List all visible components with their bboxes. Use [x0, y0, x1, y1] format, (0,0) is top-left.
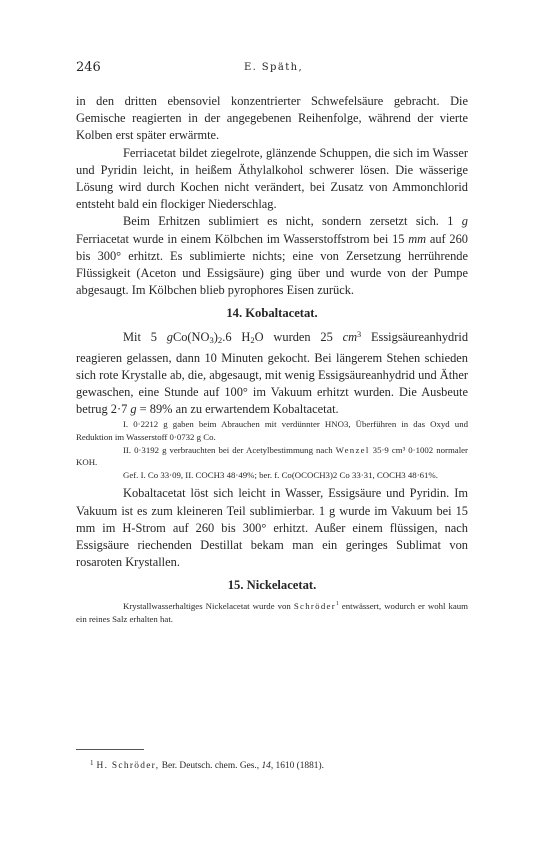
- section-heading-nickelacetat: 15. Nickelacetat.: [227, 578, 317, 593]
- footnote-mark: 1: [90, 759, 94, 767]
- analysis-note-1: I. 0·2212 g gaben beim Abrauchen mit verdünnter HNO3, Überführen in das Oxyd und Reduktion im Wasserstoff 0·0732 g Co.: [76, 419, 468, 443]
- paragraph-3: Beim Erhitzen sublimiert es nicht, sondern zersetzt sich. 1 g Ferriacetat wurde in einem Kölbchen im Wasserstoffstrom bei 15 mm auf 260 bis 300° erhitzt. Es sublimierte nichts; eine von Zersetzung herrührende Flüssigkeit (Aceton und Essigsäure) ging über und wurde von der Pumpe abgesaugt. Im Kölbchen blieb pyrophores Eisen zurück.: [76, 214, 468, 298]
- paragraph-2: Ferriacetat bildet ziegelrote, glänzende Schuppen, die sich im Wasser und Pyridin leicht, in heißem Äthylalkohol schwerer lösen. Die wässerige Lösung wird durch Kochen nicht verändert, bei Zusatz von Ammonchlorid entsteht bald ein flockiger Niederschlag.: [76, 145, 468, 212]
- analysis-note-2: II. 0·3192 g verbrauchten bei der Acetylbestimmung nach Wenzel 35·9 cm³ 0·1002 normaler KOH.: [76, 444, 468, 468]
- footnote: $^1$ H. Schröder, Ber. Deutsch. chem. Ges., 14, 1610 (1881).: [90, 759, 324, 771]
- section-heading-kobaltacetat: 14. Kobaltacetat.: [226, 306, 318, 321]
- page-body: [76, 93, 468, 626]
- running-head: E. Späth,: [243, 62, 304, 73]
- footnote-author: H. Schröder,: [96, 761, 160, 771]
- paragraph-kobalt-prep: Mit 5 $gCo(NO_3)_2.6$ $H_2O$ wurden 25 $cm^3$ Essigsäureanhydrid reagieren gelassen, dann 10 Minuten gekocht. Bei längerem Stehen schieden sich rote Krystalle ab, die, abgesaugt, mit wenig Essigsäureanhydrid und Äther gewaschen, eine Stunde auf 100° im Vakuum erhitzt wurden. Die Ausbeute betrug 2·7 g = 89% an zu erwartendem Kobaltacetat.: [76, 330, 469, 417]
- nickel-note: Krystallwasserhaltiges Nickelacetat wurde von Schröder$^1$ entwässert, wodurch er wohl kaum ein reines Salz erhalten hat.: [76, 601, 468, 625]
- page-header: [0, 60, 547, 78]
- analysis-note-3: Gef. I. Co 33·09, II. COCH3 48·49%; ber. f. Co(OCOCH3)2 Co 33·31, COCH3 48·61%.: [123, 469, 438, 480]
- paragraph-1: in den dritten ebensoviel konzentrierter Schwefelsäure gebracht. Die Gemische reagierten in der angegebenen Reihenfolge, während der vierte Kolben erst später erwärmte.: [76, 94, 468, 143]
- footnote-volume: 14,: [261, 761, 274, 771]
- paragraph-kobalt-properties: Kobaltacetat löst sich leicht in Wasser, Essigsäure und Pyridin. Im Vakuum ist es zum kleineren Teil sublimierbar. 1 g wurde im Vakuum bei 15 mm im H-Strom auf 260 bis 300° erhitzt. Außer einem flüssigen, nach Essigsäure riechenden Destillat bekam man ein geringes Sublimat von rosaroten Krystallen.: [76, 486, 468, 570]
- footnote-rule: [76, 749, 144, 750]
- page-number: 246: [76, 60, 101, 75]
